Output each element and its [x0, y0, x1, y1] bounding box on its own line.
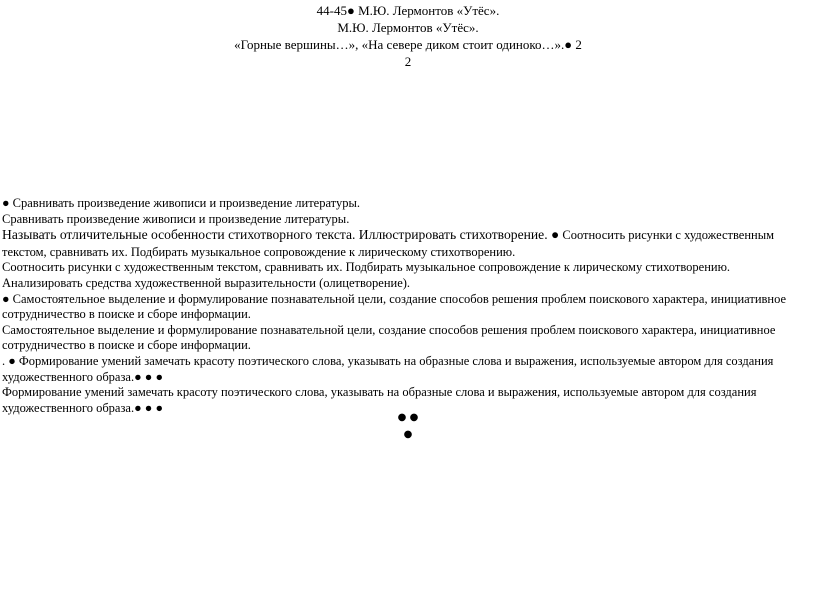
lesson-body: [2, 196, 814, 416]
paragraph-3-tail: Соотносить рисунки с художественным текстом, сравнивать их. Подбирать музыкальное сопровождение к лирическому стихотворению.: [2, 228, 775, 259]
bullet-dots-row-2: ●: [403, 429, 413, 440]
paragraph-6: ● Самостоятельное выделение и формулирование познавательной цели, создание способов решения проблем поискового характера, инициативное сотрудничество в поиске и сборе информации.: [2, 291, 787, 322]
header-line-2: М.Ю. Лермонтов «Утёс».: [337, 20, 479, 35]
paragraph-1: ● Сравнивать произведение живописи и произведение литературы.: [2, 196, 361, 210]
paragraph-3-lead: Называть отличительные особенности стихотворного текста. Иллюстрировать стихотворение. ●: [2, 227, 560, 243]
bullet-dots-row-1: ● ●: [397, 412, 419, 423]
paragraph-3: [2, 227, 814, 260]
lesson-header: [0, 2, 816, 70]
header-line-3: «Горные вершины…», «На севере диком стоит одиноко…».● 2: [234, 37, 582, 52]
paragraph-4: Соотносить рисунки с художественным текстом, сравнивать их. Подбирать музыкальное сопровождение к лирическому стихотворению.: [2, 260, 731, 275]
paragraph-9: Формирование умений замечать красоту поэтического слова, указывать на образные слова и выражения, используемые автором для создания художественного образа.● ● ●: [2, 385, 757, 415]
paragraph-5: Анализировать средства художественной выразительности (олицетворение).: [2, 275, 411, 290]
paragraph-7: Самостоятельное выделение и формулирование познавательной цели, создание способов решения проблем поискового характера, инициативное сотрудничество в поиске и сборе информации.: [2, 322, 776, 353]
paragraph-8: . ● Формирование умений замечать красоту поэтического слова, указывать на образные слова и выражения, используемые автором для создания художественного образа.● ● ●: [2, 353, 774, 384]
header-line-4: 2: [404, 54, 412, 69]
header-line-1: 44-45● М.Ю. Лермонтов «Утёс».: [316, 3, 500, 18]
paragraph-2: Сравнивать произведение живописи и произведение литературы.: [2, 211, 350, 226]
